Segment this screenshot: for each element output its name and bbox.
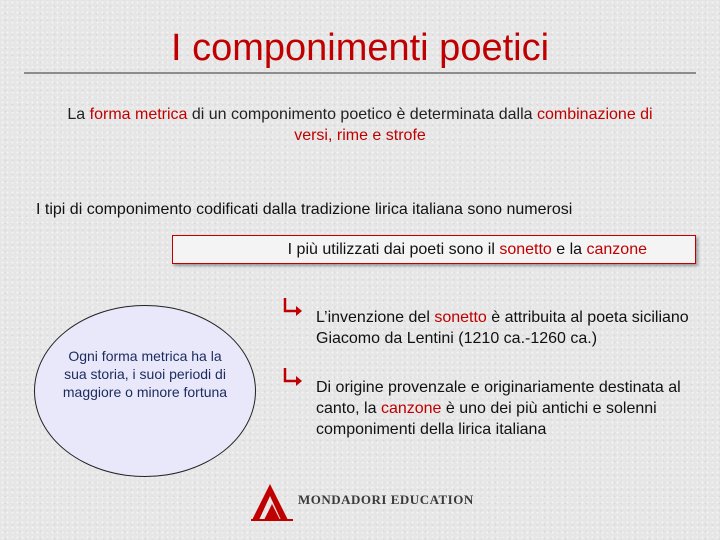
highlight-box [172,235,696,264]
term-canzone: canzone [586,241,647,258]
intro-paragraph [60,104,660,146]
box-text: e la [551,241,587,258]
slide-title: I componimenti poetici [170,27,550,69]
term-sonetto: sonetto [434,309,487,326]
box-text: I più utilizzati dai poeti sono il [287,241,500,258]
intro-text: di un componimento poetico è determinata dalla [187,106,537,123]
arrow-down-right-icon [282,296,304,318]
note-text: Ogni forma metrica ha la sua storia, i suoi periodi di maggiore o minore fortuna [62,348,228,400]
point-text: è uno dei più antichi e solenni componimenti della lirica italiana [316,400,657,438]
arrow-down-right-icon [282,366,304,388]
term-canzone: canzone [380,400,442,417]
title-divider [24,72,696,74]
term-forma-metrica: forma metrica [89,106,188,123]
term-sonetto: sonetto [499,241,552,258]
point-text: è attribuita al poeta siciliano Giacomo da Lentini (1210 ca.-1260 ca.) [316,309,689,347]
publisher-logo-text: MONDADORI EDUCATION [298,492,474,507]
canzone-point [316,377,712,440]
intro-text: La [67,106,90,123]
mondadori-logo-icon [250,482,294,522]
tipi-statement: I tipi di componimento codificati dalla tradizione lirica italiana sono numerosi [36,201,573,218]
term-combinazione: combinazione di versi, rime e strofe [294,106,653,144]
point-text: Di origine provenzale e originariamente destinata al canto, la [316,379,681,417]
point-text: L’invenzione del [316,309,435,326]
highlight-text [288,241,647,259]
sonetto-point [316,307,706,349]
